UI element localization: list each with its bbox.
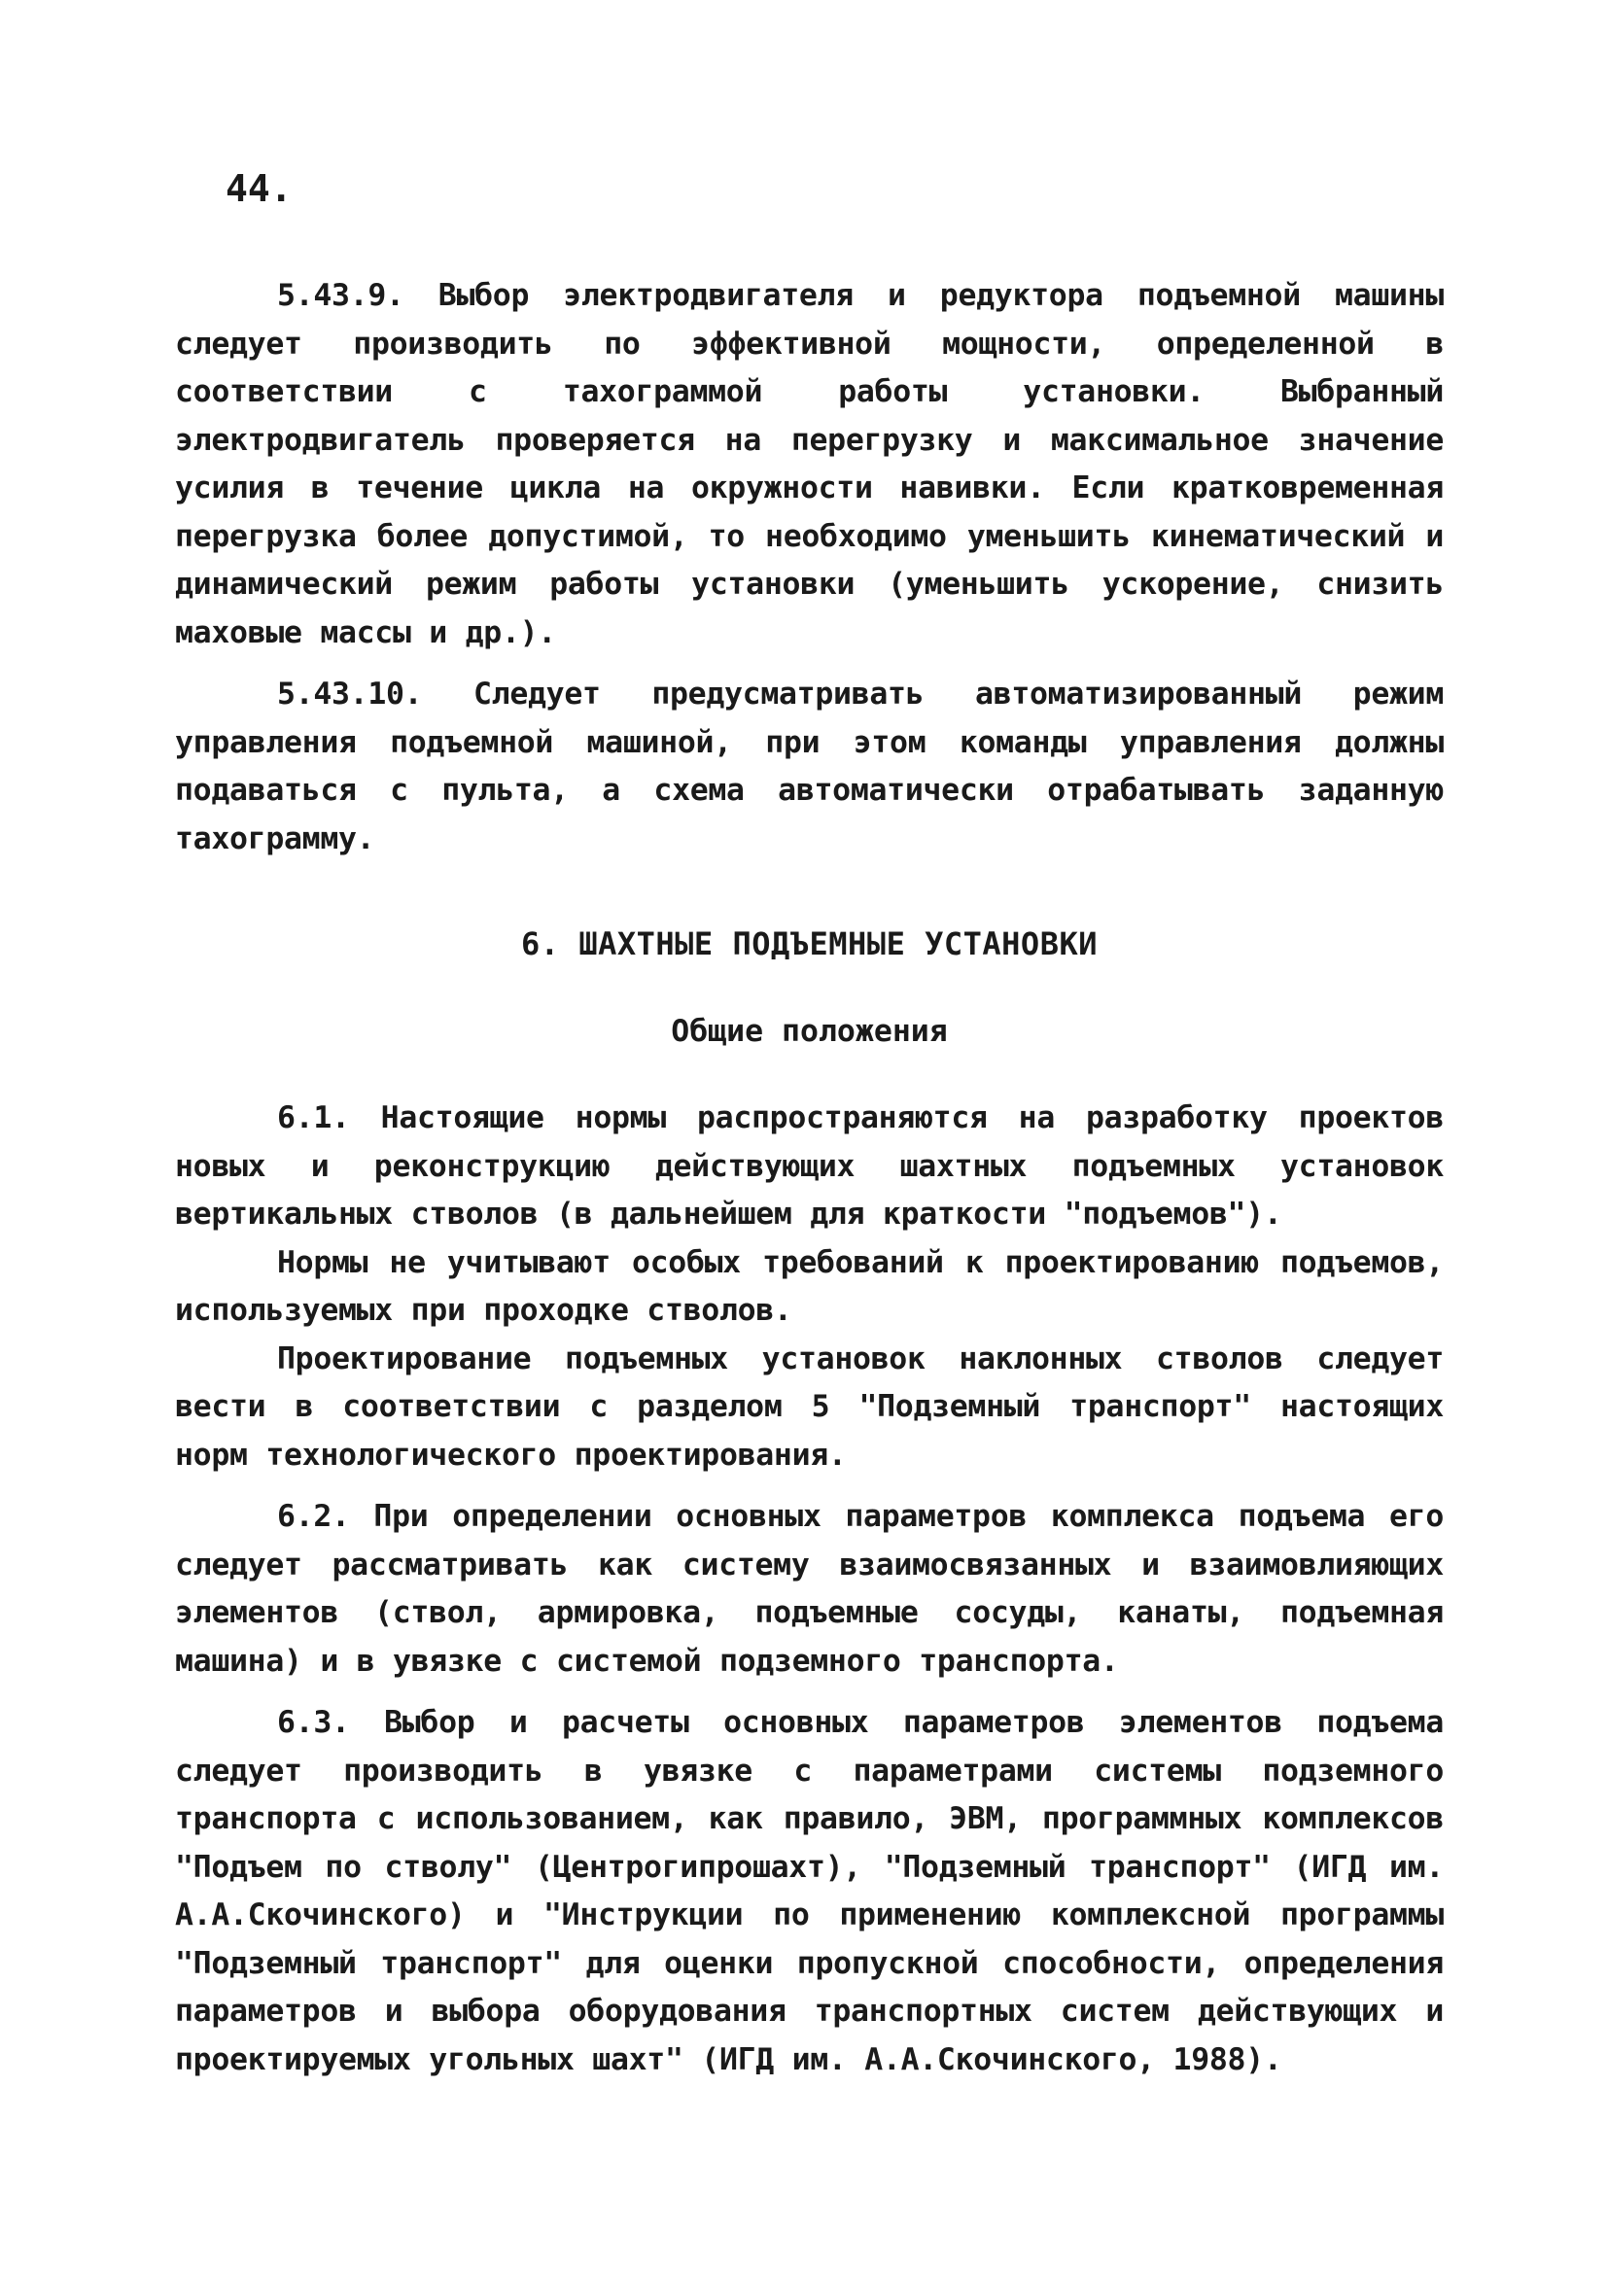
- page-body: [175, 272, 1444, 2084]
- section-heading: 6. ШАХТНЫЕ ПОДЪЕМНЫЕ УСТАНОВКИ: [521, 925, 1098, 962]
- page-number: 44.: [226, 167, 293, 210]
- paragraph-6-2: 6.2. При определении основных параметров комплекса подъема его следует рассматривать как систему взаимосвязанных и взаимовлияющих элементов (ствол, армировка, подъемные сосуды, канаты, подъемная машина) и в увязке с системой подземного транспорта.: [175, 1499, 1444, 1679]
- paragraph-6-3: 6.3. Выбор и расчеты основных параметров элементов подъема следует производить в увязке с параметрами системы подземного транспорта с использованием, как правило, ЭВМ, программных комплексов "Подъем по стволу" (Центрогипрошахт), "Подземный транспорт" (ИГД им. А.А.Скочинского) и "Инструкции по применению комплексной программы "Подземный транспорт" для оценки пропускной способности, определения параметров и выбора оборудования транспортных систем действующих и проектируемых угольных шахт" (ИГД им. А.А.Скочинского, 1988).: [175, 1705, 1444, 2077]
- paragraph-inclined-shafts: Проектирование подъемных установок наклонных стволов следует вести в соответствии с разделом 5 "Подземный транспорт" настоящих норм технологического проектирования.: [175, 1340, 1444, 1473]
- paragraph-5-43-9: 5.43.9. Выбор электродвигателя и редуктора подъемной машины следует производить по эффективной мощности, определенной в соответствии с тахограммой работы установки. Выбранный электродвигатель проверяется на перегрузку и максимальное значение усилия в течение цикла на окружности навивки. Если кратковременная перегрузка более допустимой, то необходимо уменьшить кинематический и динамический режим работы установки (уменьшить ускорение, снизить маховые массы и др.).: [175, 278, 1444, 650]
- paragraph-norms-exclusion: Нормы не учитывают особых требований к проектированию подъемов, используемых при проходке стволов.: [175, 1244, 1444, 1328]
- subsection-heading: Общие положения: [671, 1014, 948, 1049]
- paragraph-6-1: 6.1. Настоящие нормы распространяются на разработку проектов новых и реконструкцию действующих шахтных подъемных установок вертикальных стволов (в дальнейшем для краткости "подъемов").: [175, 1100, 1444, 1232]
- paragraph-5-43-10: 5.43.10. Следует предусматривать автоматизированный режим управления подъемной машиной, при этом команды управления должны подаваться с пульта, а схема автоматически отрабатывать заданную тахограмму.: [175, 677, 1444, 856]
